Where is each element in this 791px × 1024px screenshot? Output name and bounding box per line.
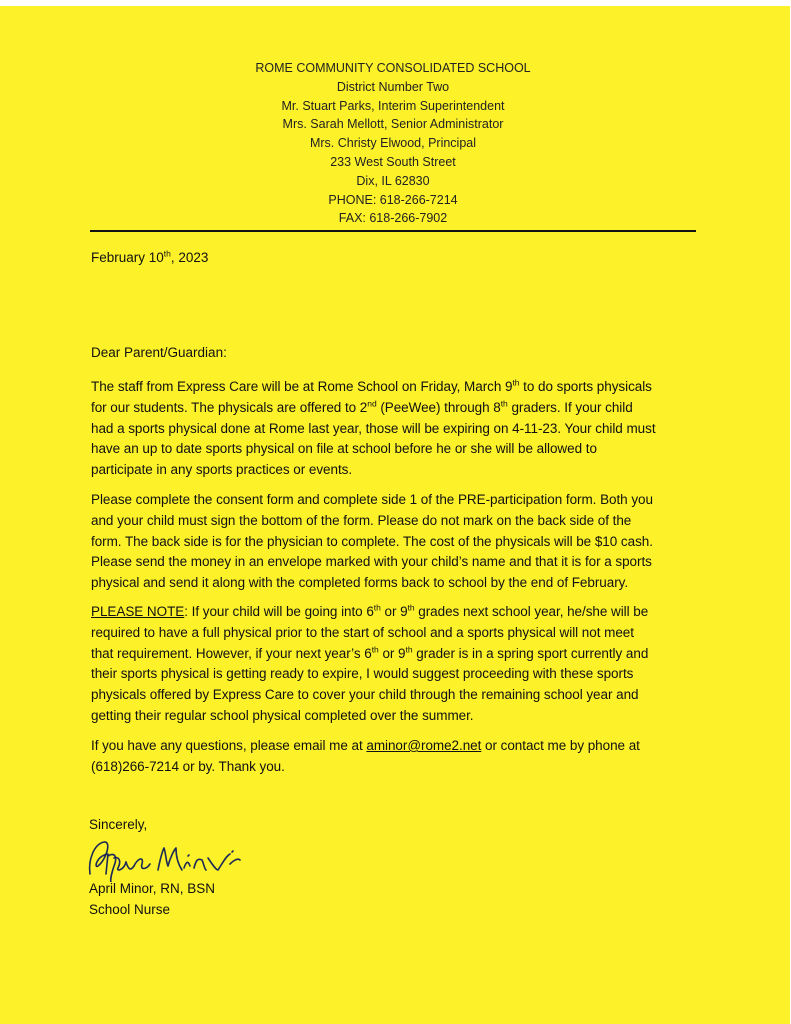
signer-block [89,878,215,920]
principal-line: Mrs. Christy Elwood, Principal [309,136,476,151]
email-link[interactable]: aminor@rome2.net [366,738,482,753]
superintendent-line: Mr. Stuart Parks, Interim Superintendent [281,98,505,113]
street-address: 233 West South Street [330,154,456,169]
letter-page [0,6,790,1024]
administrator-line: Mrs. Sarah Mellott, Senior Administrator [282,117,504,132]
letterhead-divider [90,230,696,232]
closing: Sincerely, [89,817,148,832]
phone-line: PHONE: 618-266-7214 [328,192,458,207]
school-name: ROME COMMUNITY CONSOLIDATED SCHOOL [255,61,531,75]
fax-line: FAX: 618-266-7902 [338,211,448,226]
letterhead [90,59,696,228]
signer-name: April Minor, RN, BSN [89,881,216,896]
handwritten-signature [84,830,264,882]
paragraph-questions: If you have any questions, please email me at aminor@rome2.net or contact me by phone at (618)266-7214 or by. Thank you. [91,738,640,774]
paragraph-consent-form: Please complete the consent form and complete side 1 of the PRE-participation form. Both you and your child must sign the bottom of the form. Please do not mark on the back side of the form. The back side is for the physician to complete. The cost of the physicals will be $10 cash. Please send the money in an envelope marked with your child’s name and that it is for a sports physical and send it along with the completed forms back to school by the end of February. [91,492,653,591]
district-line: District Number Two [336,79,450,94]
signer-title: School Nurse [89,902,171,917]
salutation: Dear Parent/Guardian: [91,345,227,360]
city-state-zip: Dix, IL 62830 [356,173,430,188]
paragraph-please-note: PLEASE NOTE: If your child will be going into 6th or 9th grades next school year, he/she will be required to have a full physical prior to the start of school and a sports physical will not meet that requirement. However, if your next year’s 6th or 9th grader is in a spring sport currently and their sports physical is getting ready to expire, I would suggest proceeding with these sports physicals offered by Express Care to cover your child through the remaining school year and getting their regular school physical completed over the summer. [91,602,649,723]
paragraph-physicals-visit: The staff from Express Care will be at Rome School on Friday, March 9th to do sports physicals for our students. The physicals are offered to 2nd (PeeWee) through 8th graders. If your child had a sports physical done at Rome last year, those will be expiring on 4-11-23. Your child must have an up to date sports physical on file at school before he or she will be allowed to participate in any sports practices or events. [91,377,656,478]
letter-date: February 10th, 2023 [91,248,209,265]
please-note-label: PLEASE NOTE [91,604,185,619]
